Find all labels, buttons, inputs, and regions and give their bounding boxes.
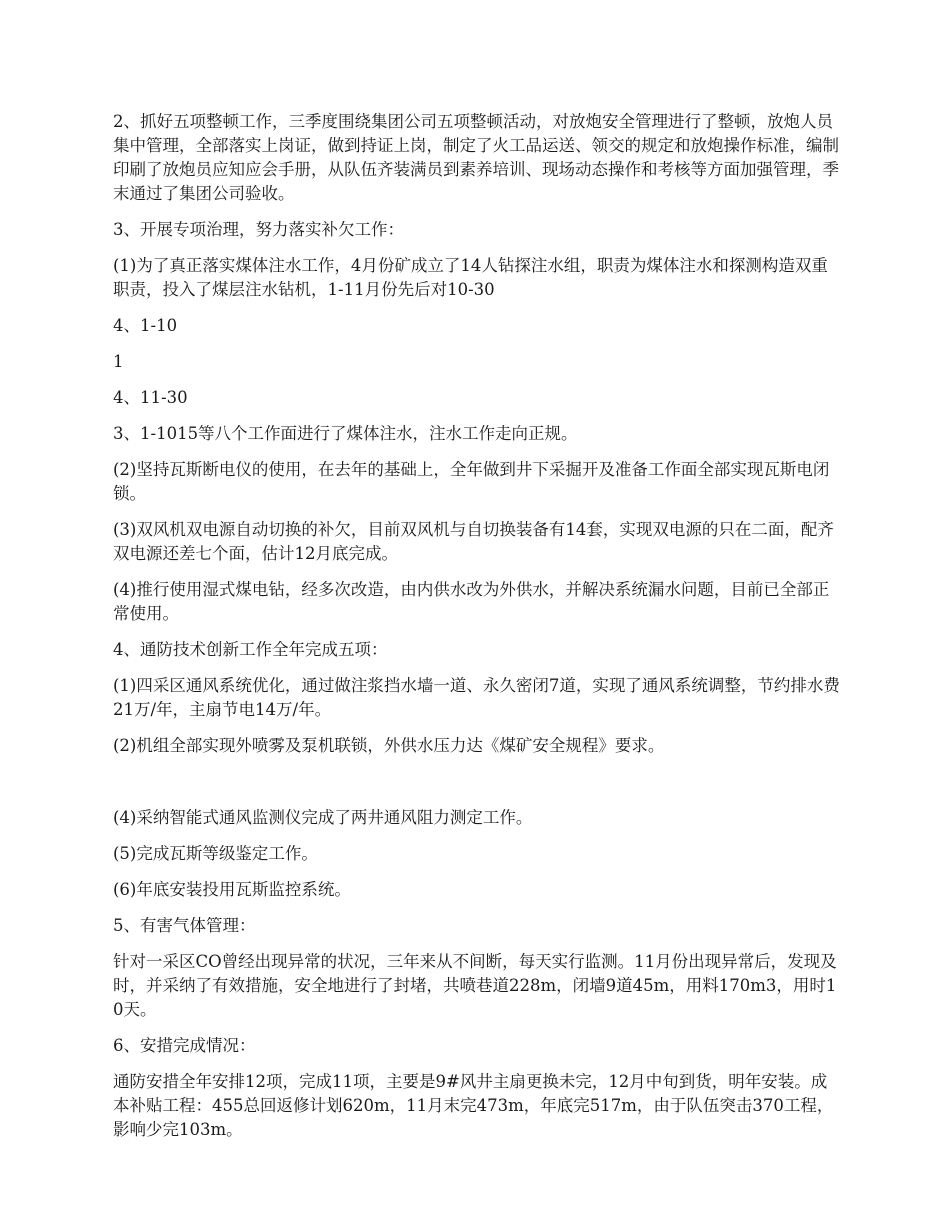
paragraph-wet-drill: (4)推行使用湿式煤电钻，经多次改造，由内供水改为外供水，并解决系统漏水问题，目前已全部正常使用。 (113, 580, 830, 623)
paragraph-ventilation-monitor: (4)采纳智能式通风监测仪完成了两井通风阻力测定工作。 (113, 808, 533, 827)
paragraph-innovation-heading: 4、通防技术创新工作全年完成五项： (113, 640, 388, 659)
paragraph-rectification-work: 2、抓好五项整顿工作，三季度围绕集团公司五项整顿活动，对放炮安全管理进行了整顿，放炮人员集中管理，全部落实上岗证，做到持证上岗，制定了火工品运送、领交的规定和放炮操作标准，编制印刷了放炮员应知应会手册，从队伍齐装满员到素养培训、现场动态操作和考核等方面加强管理，季末通过了集团公司验收。 (113, 112, 839, 203)
paragraph-injection-faces: 3、1-1015等八个工作面进行了煤体注水，注水工作走向正规。 (113, 424, 578, 443)
paragraph-coal-water-injection: (1)为了真正落实煤体注水工作，4月份矿成立了14人钻探注水组，职责为煤体注水和探测构造双重职责，投入了煤层注水钻机，1-11月份先后对10-30 (113, 256, 828, 299)
paragraph-ventilation-optimization: (1)四采区通风系统优化，通过做注浆挡水墙一道、永久密闭7道，实现了通风系统调整，节约排水费21万/年，主扇节电14万/年。 (113, 676, 840, 719)
paragraph-fragment-3: 4、11-30 (113, 388, 188, 407)
paragraph-gas-grade: (5)完成瓦斯等级鉴定工作。 (113, 844, 318, 863)
paragraph-fragment-2: 1 (113, 352, 124, 371)
paragraph-harmful-gas-heading: 5、有害气体管理： (113, 916, 256, 935)
paragraph-safety-measures-detail: 通防安措全年安排12项，完成11项，主要是9#风井主扇更换未完，12月中旬到货，明年安装。成本补贴工程：455总回返修计划620m，11月末完473m，年底完517m，由于队伍突击370工程，影响少完103m。 (113, 1072, 834, 1139)
paragraph-fragment-1: 4、1-10 (113, 316, 178, 335)
paragraph-spray-interlock: (2)机组全部实现外喷雾及泵机联锁，外供水压力达《煤矿安全规程》要求。 (113, 736, 665, 755)
document-body (113, 110, 843, 1154)
paragraph-gas-monitoring-system: (6)年底安装投用瓦斯监控系统。 (113, 880, 351, 899)
paragraph-safety-measures-heading: 6、安措完成情况： (113, 1036, 256, 1055)
paragraph-gas-power-cutoff: (2)坚持瓦斯断电仪的使用，在去年的基础上，全年做到井下采掘开及准备工作面全部实现瓦斯电闭锁。 (113, 460, 830, 503)
paragraph-special-governance-heading: 3、开展专项治理，努力落实补欠工作： (113, 220, 404, 239)
paragraph-co-anomaly: 针对一采区CO曾经出现异常的状况，三年来从不间断，每天实行监测。11月份出现异常后，发现及时，并采纳了有效措施，安全地进行了封堵，共喷巷道228m，闭墙9道45m，用料170m3，用时10天。 (113, 952, 837, 1019)
paragraph-dual-fan-power: (3)双风机双电源自动切换的补欠，目前双风机与自切换装备有14套，实现双电源的只在二面，配齐双电源还差七个面，估计12月底完成。 (113, 520, 834, 563)
blank-gap (113, 770, 843, 806)
